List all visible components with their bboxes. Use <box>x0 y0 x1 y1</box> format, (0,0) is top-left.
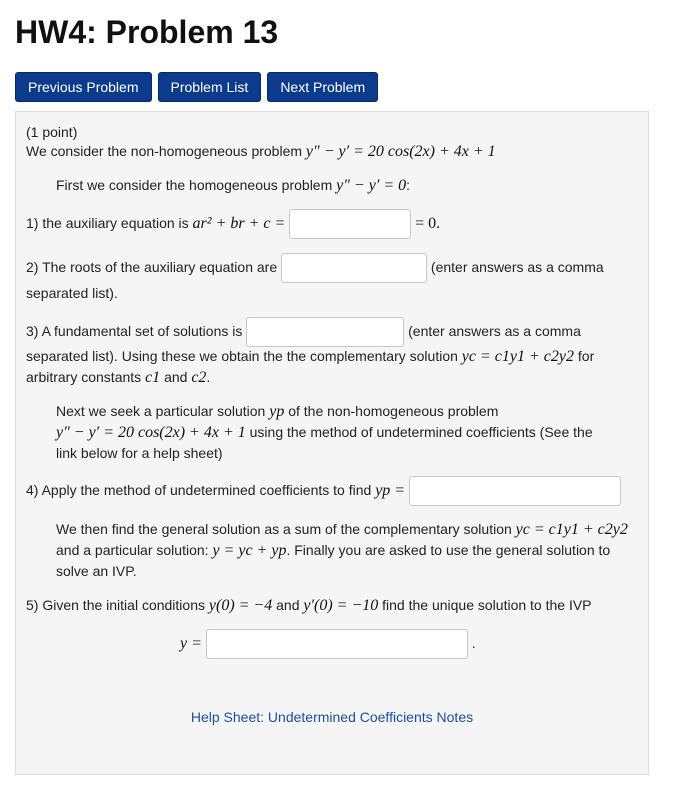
part-line1-end: of the non-homogeneous problem <box>288 403 499 419</box>
q3-line2-equation: yc = c1y1 + c2y2 <box>461 348 574 365</box>
particular-line-1 <box>56 401 640 422</box>
q5-equation-1: y(0) = −4 <box>208 597 273 614</box>
q3-line2-text: separated list). Using these we obtain the the complementary solution <box>26 348 458 364</box>
help-sheet-link[interactable]: Help Sheet: Undetermined Coefficients Notes <box>190 709 474 725</box>
particular-solution-input[interactable] <box>409 476 621 506</box>
intro-equation: y″ − y′ = 20 cos(2x) + 4x + 1 <box>305 143 496 160</box>
part-line2-equation: y″ − y′ = 20 cos(2x) + 4x + 1 <box>56 424 246 441</box>
q3-period: . <box>206 369 211 385</box>
particular-line-3: link below for a help sheet) <box>56 445 223 461</box>
q1-equation: ar² + br + c = <box>192 215 286 232</box>
problem-panel <box>15 111 649 775</box>
q3-line-2 <box>26 346 640 367</box>
particular-line-2 <box>56 422 640 443</box>
homog-end: : <box>406 177 411 193</box>
q4-text: 4) Apply the method of undetermined coefficients to find <box>26 482 372 498</box>
q3-line2-end: for <box>577 348 595 364</box>
ivp-solution-input[interactable] <box>206 629 468 659</box>
general-line-2 <box>56 540 640 561</box>
question-5 <box>26 595 640 616</box>
q2-continued: separated list). <box>26 285 118 301</box>
intro-line <box>26 141 640 162</box>
problem-list-button[interactable]: Problem List <box>158 72 262 102</box>
gen-line2-text: and a particular solution: <box>56 542 209 558</box>
problem-nav <box>15 72 378 102</box>
part-line1-text: Next we seek a particular solution <box>56 403 266 419</box>
gen-line2-equation: y = yc + yp <box>212 542 287 559</box>
points-label: (1 point) <box>26 124 78 140</box>
q3-after: (enter answers as a comma <box>408 323 581 339</box>
q1-after: = 0. <box>415 215 441 232</box>
q3-c2: c2 <box>191 369 207 386</box>
gen-line1-equation: yc = c1y1 + c2y2 <box>515 521 628 538</box>
auxiliary-equation-input[interactable] <box>289 209 411 239</box>
q4-equation: yp = <box>375 482 406 499</box>
question-1 <box>26 208 640 238</box>
next-problem-button[interactable]: Next Problem <box>267 72 378 102</box>
q5-lhs: y = <box>180 635 202 652</box>
part-yp: yp <box>269 403 285 420</box>
q5-and: and <box>276 597 300 613</box>
previous-problem-button[interactable]: Previous Problem <box>15 72 152 102</box>
q3-line3-text: arbitrary constants <box>26 369 142 385</box>
homogeneous-line <box>56 175 640 196</box>
q3-text: 3) A fundamental set of solutions is <box>26 323 243 339</box>
q5-text: 5) Given the initial conditions <box>26 597 205 613</box>
intro-text: We consider the non-homogeneous problem <box>26 143 303 159</box>
q2-text: 2) The roots of the auxiliary equation are <box>26 259 278 275</box>
page-title: HW4: Problem 13 <box>15 14 279 50</box>
q1-text: 1) the auxiliary equation is <box>26 215 189 231</box>
question-3 <box>26 316 640 346</box>
gen-line1-text: We then find the general solution as a sum of the complementary solution <box>56 521 512 537</box>
q3-c1: c1 <box>145 369 161 386</box>
question-4 <box>26 475 640 505</box>
homog-equation: y″ − y′ = 0 <box>336 177 407 194</box>
q3-and: and <box>164 369 188 385</box>
part-line2-text: using the method of undetermined coefficients (See the <box>249 424 593 440</box>
q5-equation-2: y′(0) = −10 <box>303 597 379 614</box>
general-line-1 <box>56 519 640 540</box>
q2-after: (enter answers as a comma <box>430 259 604 275</box>
general-line-3: solve an IVP. <box>56 563 137 579</box>
ivp-answer-row <box>180 628 640 658</box>
roots-input[interactable] <box>281 253 427 283</box>
q3-line-3 <box>26 367 640 388</box>
gen-line2-end: . Finally you are asked to use the general solution to <box>286 542 611 558</box>
q5-end: find the unique solution to the IVP <box>382 597 592 613</box>
question-2 <box>26 252 640 282</box>
fundamental-set-input[interactable] <box>246 317 404 347</box>
q5-period: . <box>471 635 476 651</box>
homog-text: First we consider the homogeneous problem <box>56 177 333 193</box>
